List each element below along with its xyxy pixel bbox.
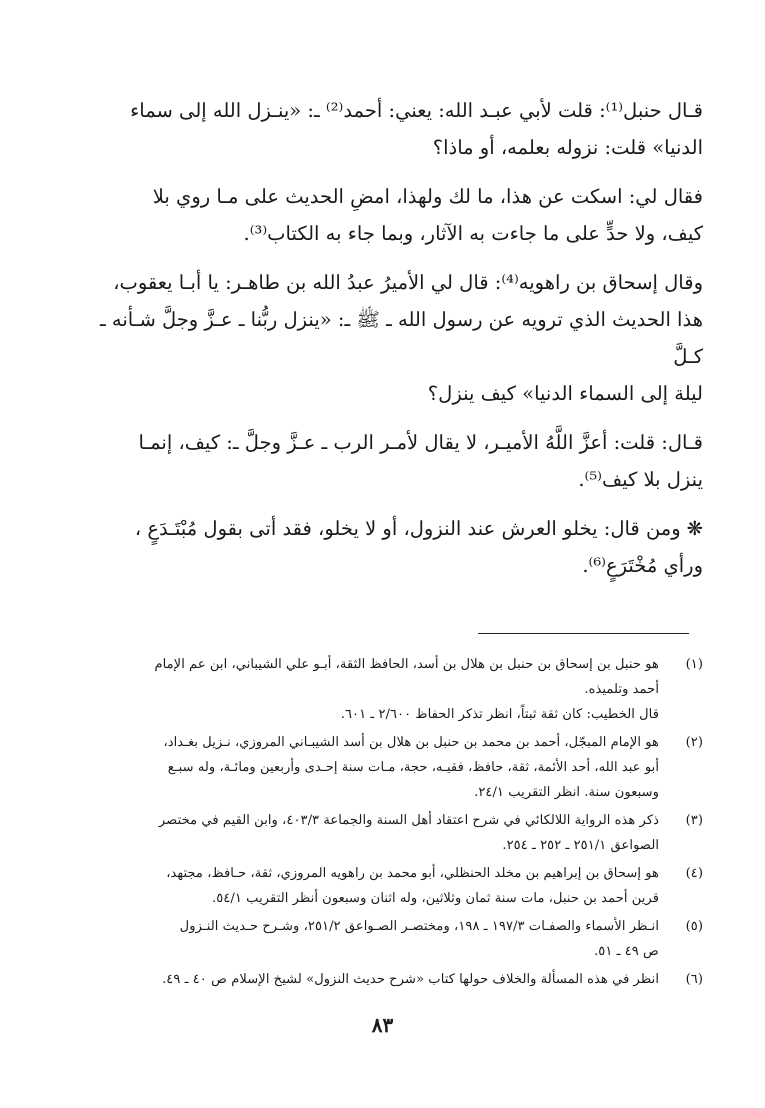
paragraph-5 — [100, 510, 703, 584]
footnote-number: (٦) — [685, 972, 703, 987]
footnote-text — [75, 652, 659, 727]
footnote-text — [75, 914, 659, 964]
text-line: قـال: قلت: أعزَّ اللَّهُ الأميـر، لا يقال لأمـر الرب ـ عـزَّ وجلَّ ـ: كيف، إنمـا — [138, 431, 703, 454]
footnote-line: انـظر الأسماء والصفـات ١٩٧/٣ ـ ١٩٨، ومختصـر الصـواعق ٢٥١/٢، وشـرح حـديث النـزول — [179, 919, 659, 934]
asterisk-ornament-icon: ❋ — [686, 517, 703, 540]
footnote-number: (٣) — [685, 813, 703, 828]
footnote-line: قال الخطيب: كان ثقة ثبتاً، انظر تذكر الحفاظ ٢/٦٠٠ ـ ٦٠١. — [340, 707, 659, 722]
paragraph-3 — [100, 264, 703, 412]
text-line: ينزل بلا كيف⁽⁵⁾. — [578, 468, 703, 491]
footnote-number: (٤) — [685, 866, 703, 881]
footnote-1 — [75, 652, 703, 727]
text-line: قـال حنبل⁽¹⁾: قلت لأبي عبـد الله: يعني: أحمد⁽²⁾ ـ: «ينـزل الله إلى سماء — [130, 99, 703, 122]
text-line: كيف، ولا حدٍّ على ما جاءت به الآثار، وبما جاء به الكتاب⁽³⁾. — [243, 222, 703, 245]
paragraph-2 — [100, 178, 703, 252]
footnote-text — [75, 967, 659, 992]
text-line-content: ومن قال: يخلو العرش عند النزول، أو لا يخلو، فقد أتى بقول مُبْتَـدَعٍ ، — [134, 517, 681, 540]
footnote-line: هو الإمام المبجّل، أحمد بن محمد بن حنبل بن هلال بن أسد الشيبـاني المروزي، نـزيل بغـداد، — [163, 735, 659, 750]
footnote-line: أبو عبد الله، أحد الأئمة، ثقة، حافظ، فقيـه، حجة، مـات سنة إحـدى وأربعين ومائـة، وله سبـع — [167, 760, 659, 775]
footnote-number: (٥) — [685, 919, 703, 934]
footnote-5 — [75, 914, 703, 964]
footnote-text — [75, 861, 659, 911]
page-number: ٨٣ — [371, 1013, 394, 1037]
footnote-line: هو إسحاق بن إبراهيم بن مخلد الحنظلي، أبو محمد بن راهويه المروزي، ثقة، حـافظ، مجتهد، — [166, 866, 659, 881]
footnote-line: ص ٤٩ ـ ٥١. — [594, 944, 659, 959]
footnote-divider — [478, 633, 689, 634]
text-line — [100, 510, 703, 547]
footnote-number: (٢) — [685, 735, 703, 750]
footnotes — [75, 652, 703, 995]
text-line: ورأي مُخْتَرَعٍ⁽⁶⁾. — [582, 554, 703, 577]
text-line: فقال لي: اسكت عن هذا، ما لك ولهذا، امضِ الحديث على مـا روي بلا — [152, 185, 703, 208]
footnote-line: وسبعون سنة. انظر التقريب ٢٤/١. — [474, 785, 659, 800]
footnote-line: ذكر هذه الرواية اللالكائي في شرح اعتقاد أهل السنة والجماعة ٤٠٣/٣، وابن القيم في مختصر — [158, 813, 659, 828]
main-text — [100, 92, 703, 596]
footnote-line: قرين أحمد بن حنبل، مات سنة ثمان وثلاثين، وله اثنان وسبعون أنظر التقريب ٥٤/١. — [212, 891, 659, 906]
text-line: هذا الحديث الذي ترويه عن رسول الله ـ ﷺ ـ: «ينزل ربُّنا ـ عـزَّ وجلَّ شـأنه ـ كـلَّ — [100, 308, 703, 368]
footnote-3 — [75, 808, 703, 858]
footnote-line: انظر في هذه المسألة والخلاف حولها كتاب «شرح حديث النزول» لشيخ الإسلام ص ٤٠ ـ ٤٩. — [162, 972, 659, 987]
paragraph-1 — [100, 92, 703, 166]
footnote-6 — [75, 967, 703, 992]
paragraph-4 — [100, 424, 703, 498]
footnote-line: الصواعق ٢٥١/١ ـ ٢٥٢ ـ ٢٥٤. — [502, 838, 659, 853]
text-line: وقال إسحاق بن راهويه⁽⁴⁾: قال لي الأميرُ عبدُ الله بن طاهـر: يا أبـا يعقوب، — [113, 271, 703, 294]
footnote-text — [75, 808, 659, 858]
footnote-text — [75, 730, 659, 805]
text-line: الدنيا» قلت: نزوله بعلمه، أو ماذا؟ — [432, 136, 703, 159]
footnote-line: أحمد وتلميذه. — [584, 682, 659, 697]
text-line: ليلة إلى السماء الدنيا» كيف ينزل؟ — [427, 382, 703, 405]
footnote-line: هو حنبل بن إسحاق بن حنبل بن هلال بن أسد، الحافظ الثقة، أبـو علي الشيباني، ابن عم الإمام — [154, 657, 659, 672]
footnote-number: (١) — [685, 657, 703, 672]
footnote-2 — [75, 730, 703, 805]
footnote-4 — [75, 861, 703, 911]
